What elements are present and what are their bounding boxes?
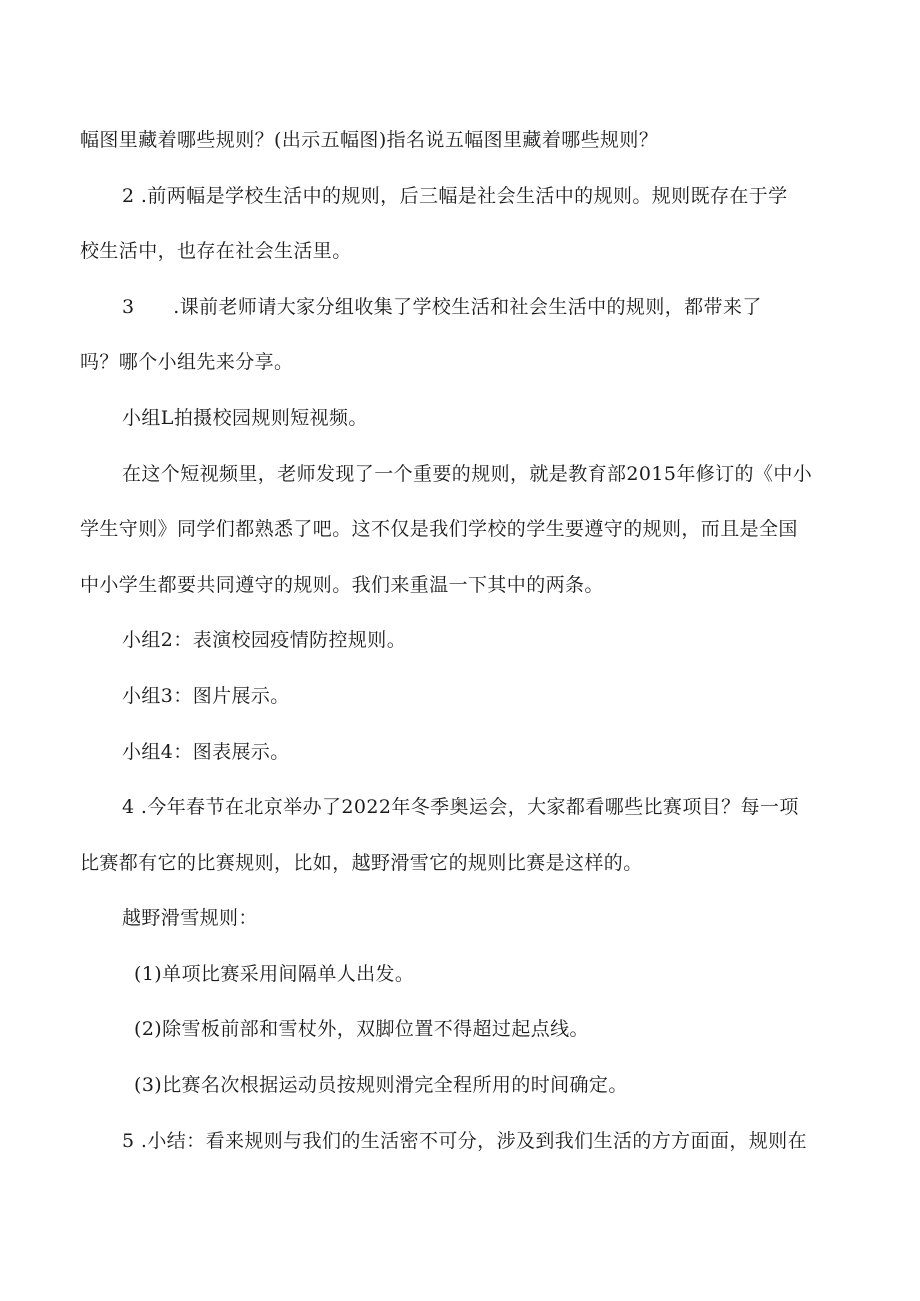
- paragraph-line-7: 在这个短视频里，老师发现了一个重要的规则，就是教育部2015年修订的《中小: [122, 463, 813, 485]
- paragraph-line-1: 幅图里藏着哪些规则？(出示五幅图)指名说五幅图里藏着哪些规则？: [80, 129, 659, 151]
- rule-item-1: (1)单项比赛采用间隔单人出发。: [134, 963, 415, 985]
- paragraph-line-8: 学生守则》同学们都熟悉了吧。这不仅是我们学校的学生要遵守的规则，而且是全国: [80, 518, 798, 540]
- paragraph-line-15: 越野滑雪规则：: [122, 907, 258, 929]
- paragraph-line-4: 3 .课前老师请大家分组收集了学校生活和社会生活中的规则，都带来了: [122, 296, 762, 318]
- paragraph-line-2: 2 .前两幅是学校生活中的规则，后三幅是社会生活中的规则。规则既存在于学: [122, 185, 788, 207]
- rule-item-2: (2)除雪板前部和雪杖外，双脚位置不得超过起点线。: [134, 1018, 589, 1040]
- paragraph-line-13: 4 .今年春节在北京举办了2022年冬季奥运会，大家都看哪些比赛项目？每一项: [122, 796, 799, 818]
- paragraph-line-3: 校生活中，也存在社会生活里。: [80, 240, 352, 262]
- paragraph-line-19: 5 .小结：看来规则与我们的生活密不可分，涉及到我们生活的方方面面，规则在: [122, 1130, 807, 1152]
- paragraph-line-6: 小组L拍摄校园规则短视频。: [122, 407, 368, 429]
- paragraph-line-14: 比赛都有它的比赛规则，比如，越野滑雪它的规则比赛是这样的。: [80, 852, 643, 874]
- paragraph-line-11: 小组3：图片展示。: [122, 685, 290, 707]
- paragraph-line-9: 中小学生都要共同遵守的规则。我们来重温一下其中的两条。: [80, 574, 604, 596]
- rule-item-3: (3)比赛名次根据运动员按规则滑完全程所用的时间确定。: [134, 1074, 628, 1096]
- paragraph-line-5: 吗？哪个小组先来分享。: [80, 351, 294, 373]
- paragraph-line-12: 小组4：图表展示。: [122, 741, 290, 763]
- paragraph-line-10: 小组2：表演校园疫情防控规则。: [122, 629, 407, 651]
